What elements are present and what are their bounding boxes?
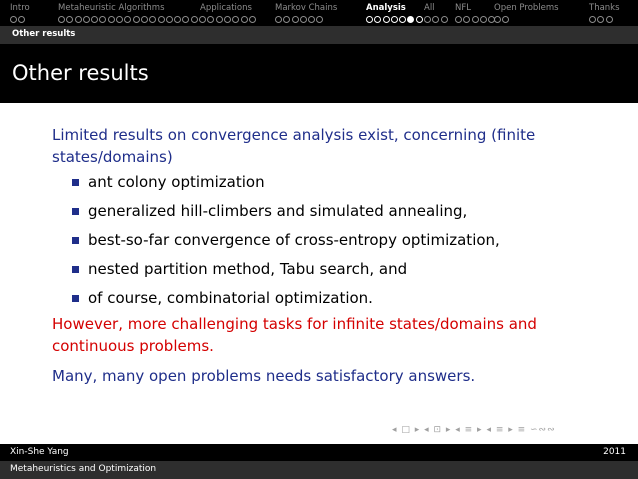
nav-frame-dot[interactable] [149, 16, 156, 23]
nav-frame-dot[interactable] [455, 16, 462, 23]
nav-section-label: Thanks [589, 3, 620, 13]
nav-frame-dot[interactable] [374, 16, 381, 23]
nav-frame-dot[interactable] [232, 16, 239, 23]
nav-section-label: NFL [455, 3, 471, 13]
nav-dots [589, 16, 620, 23]
nav-frame-dot[interactable] [182, 16, 189, 23]
nav-section-thanks[interactable] [589, 3, 620, 23]
nav-section-all[interactable] [424, 3, 448, 23]
nav-frame-dot[interactable] [158, 16, 165, 23]
nav-dots [424, 16, 448, 23]
nav-frame-dot[interactable] [199, 16, 206, 23]
nav-frame-dot[interactable] [241, 16, 248, 23]
nav-section-label: Intro [10, 3, 30, 13]
slide-body [52, 124, 612, 387]
nav-frame-dot[interactable] [366, 16, 373, 23]
intro-paragraph: Limited results on convergence analysis exist, concerning (finite states/domains) [52, 126, 536, 166]
beamer-navigation-controls[interactable]: ◂ □ ▸ ◂ ⊡ ▸ ◂ ≡ ▸ ◂ ≡ ▸ ≡ ∽∾∾ [392, 425, 556, 435]
nav-section-label: Markov Chains [275, 3, 338, 13]
nav-frame-dot[interactable] [441, 16, 448, 23]
nav-frame-dot[interactable] [606, 16, 613, 23]
nav-frame-dot[interactable] [502, 16, 509, 23]
nav-dots [10, 16, 30, 23]
nav-frame-dot[interactable] [416, 16, 423, 23]
footer-title-bar [0, 461, 638, 479]
nav-frame-dot[interactable] [283, 16, 290, 23]
nav-frame-dot[interactable] [124, 16, 131, 23]
nav-frame-dot[interactable] [300, 16, 307, 23]
nav-frame-dot[interactable] [133, 16, 140, 23]
nav-frame-dot[interactable] [391, 16, 398, 23]
square-bullet-icon [72, 266, 79, 273]
nav-frame-dot[interactable] [191, 16, 198, 23]
nav-frame-dot[interactable] [108, 16, 115, 23]
nav-frame-dot[interactable] [292, 16, 299, 23]
list-item [72, 168, 612, 197]
nav-frame-dot[interactable] [75, 16, 82, 23]
list-item-text: generalized hill-climbers and simulated annealing, [88, 202, 468, 220]
footer-year: 2011 [603, 447, 626, 457]
nav-frame-dot[interactable] [10, 16, 17, 23]
footer-title: Metaheuristics and Optimization [10, 464, 157, 474]
nav-frame-dot[interactable] [316, 16, 323, 23]
nav-frame-dot[interactable] [597, 16, 604, 23]
nav-frame-dot[interactable] [166, 16, 173, 23]
nav-frame-dot[interactable] [99, 16, 106, 23]
nav-section-nfl[interactable] [455, 3, 495, 23]
nav-frame-dot[interactable] [18, 16, 25, 23]
frame-title-bar [0, 44, 638, 103]
list-item [72, 255, 612, 284]
list-item-text: of course, combinatorial optimization. [88, 289, 373, 307]
square-bullet-icon [72, 295, 79, 302]
nav-section-applications[interactable] [200, 3, 252, 16]
nav-section-label: Applications [200, 3, 252, 13]
alert-paragraph: However, more challenging tasks for infinite states/domains and continuous problems. [52, 315, 537, 355]
nav-section-label: All [424, 3, 435, 13]
nav-frame-dot[interactable] [480, 16, 487, 23]
nav-frame-dot[interactable] [424, 16, 431, 23]
square-bullet-icon [72, 179, 79, 186]
nav-frame-dot[interactable] [216, 16, 223, 23]
nav-frame-dot[interactable] [399, 16, 406, 23]
closing-paragraph: Many, many open problems needs satisfactory answers. [52, 367, 476, 385]
nav-dots [275, 16, 337, 23]
nav-section-open-problems[interactable] [494, 3, 559, 23]
nav-frame-dot[interactable] [91, 16, 98, 23]
nav-frame-dot[interactable] [472, 16, 479, 23]
nav-frame-dot[interactable] [174, 16, 181, 23]
nav-frame-dot[interactable] [116, 16, 123, 23]
list-item [72, 197, 612, 226]
nav-frame-dot[interactable] [141, 16, 148, 23]
nav-frame-dot[interactable] [407, 16, 414, 23]
square-bullet-icon [72, 208, 79, 215]
list-item [72, 284, 612, 313]
nav-frame-dot[interactable] [463, 16, 470, 23]
footer-author: Xin-She Yang [10, 447, 69, 457]
list-item-text: ant colony optimization [88, 173, 265, 191]
nav-section-markov-chains[interactable] [275, 3, 337, 23]
frame-title: Other results [12, 61, 149, 85]
list-item-text: best-so-far convergence of cross-entropy optimization, [88, 231, 500, 249]
nav-section-label: Metaheuristic Algorithms [58, 3, 165, 13]
nav-dots [58, 16, 256, 23]
nav-section-analysis[interactable] [366, 3, 423, 23]
nav-section-label: Analysis [366, 3, 406, 13]
bullet-list [72, 168, 612, 313]
nav-frame-dot[interactable] [83, 16, 90, 23]
nav-dots [455, 16, 495, 23]
nav-section-intro[interactable] [10, 3, 30, 23]
list-item-text: nested partition method, Tabu search, and [88, 260, 408, 278]
nav-frame-dot[interactable] [494, 16, 501, 23]
list-item [72, 226, 612, 255]
footer-author-bar [0, 444, 638, 461]
nav-frame-dot[interactable] [383, 16, 390, 23]
section-navigation-bar [0, 0, 638, 26]
nav-frame-dot[interactable] [308, 16, 315, 23]
nav-dots [494, 16, 559, 23]
nav-frame-dot[interactable] [66, 16, 73, 23]
nav-dots [366, 16, 423, 23]
nav-section-label: Open Problems [494, 3, 559, 13]
nav-frame-dot[interactable] [589, 16, 596, 23]
nav-frame-dot[interactable] [249, 16, 256, 23]
nav-frame-dot[interactable] [58, 16, 65, 23]
nav-frame-dot[interactable] [275, 16, 282, 23]
nav-frame-dot[interactable] [224, 16, 231, 23]
nav-frame-dot[interactable] [207, 16, 214, 23]
nav-frame-dot[interactable] [432, 16, 439, 23]
subsection-title[interactable]: Other results [12, 29, 76, 39]
square-bullet-icon [72, 237, 79, 244]
subsection-bar [0, 26, 638, 44]
